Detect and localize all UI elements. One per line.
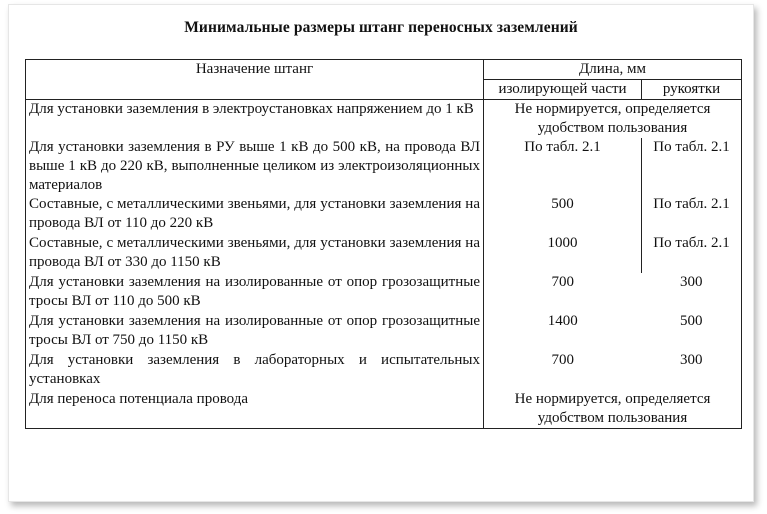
row-purpose: Для установки заземления в электроустановках напряжением до 1 кВ [26, 100, 484, 139]
row-insulating: По табл. 2.1 [484, 138, 642, 195]
row-handle: 300 [642, 351, 742, 390]
table-row [26, 100, 742, 139]
header-handle: рукоятки [642, 80, 742, 100]
row-merged-value: Не нормируется, определяется удобством пользования [484, 100, 742, 139]
row-purpose: Составные, с металлическими звеньями, для установки заземления на провода ВЛ от 110 до 220 кВ [26, 195, 484, 234]
row-purpose: Для установки заземления на изолированные от опор грозозащитные тросы ВЛ от 750 до 1150 кВ [26, 312, 484, 351]
row-handle: По табл. 2.1 [642, 234, 742, 273]
row-handle: 300 [642, 273, 742, 312]
row-handle: По табл. 2.1 [642, 195, 742, 234]
row-purpose: Для установки заземления в РУ выше 1 кВ до 500 кВ, на провода ВЛ выше 1 кВ до 220 кВ, выполненные целиком из электроизоляционных материалов [26, 138, 484, 195]
table-title: Минимальные размеры штанг переносных заземлений [184, 19, 578, 36]
row-purpose: Составные, с металлическими звеньями, для установки заземления на провода ВЛ от 330 до 1150 кВ [26, 234, 484, 273]
row-insulating: 1000 [484, 234, 642, 273]
header-insulating: изолирующей части [484, 80, 642, 100]
table-row [26, 390, 742, 429]
row-insulating: 1400 [547, 313, 578, 329]
row-purpose: Для установки заземления в лабораторных и испытательных установках [26, 351, 484, 390]
grounding-rods-table [25, 59, 742, 429]
table-row [26, 234, 742, 273]
table-row [26, 195, 742, 234]
table-row [26, 312, 742, 351]
row-insulating: 500 [484, 195, 642, 234]
table-row [26, 273, 742, 312]
row-purpose: Для установки заземления на изолированные от опор грозозащитные тросы ВЛ от 110 до 500 кВ [26, 273, 484, 312]
row-insulating: 700 [551, 274, 574, 290]
row-insulating: 700 [551, 352, 574, 368]
header-row-1 [26, 60, 742, 80]
row-handle: 500 [642, 312, 742, 351]
row-merged-value: Не нормируется, определяется удобством пользования [484, 390, 742, 429]
table-row [26, 351, 742, 390]
header-purpose: Назначение штанг [26, 60, 484, 100]
header-length: Длина, мм [484, 60, 742, 80]
row-handle: По табл. 2.1 [642, 138, 742, 195]
table-row [26, 138, 742, 195]
row-purpose: Для переноса потенциала провода [26, 390, 484, 429]
document-page [8, 4, 754, 502]
